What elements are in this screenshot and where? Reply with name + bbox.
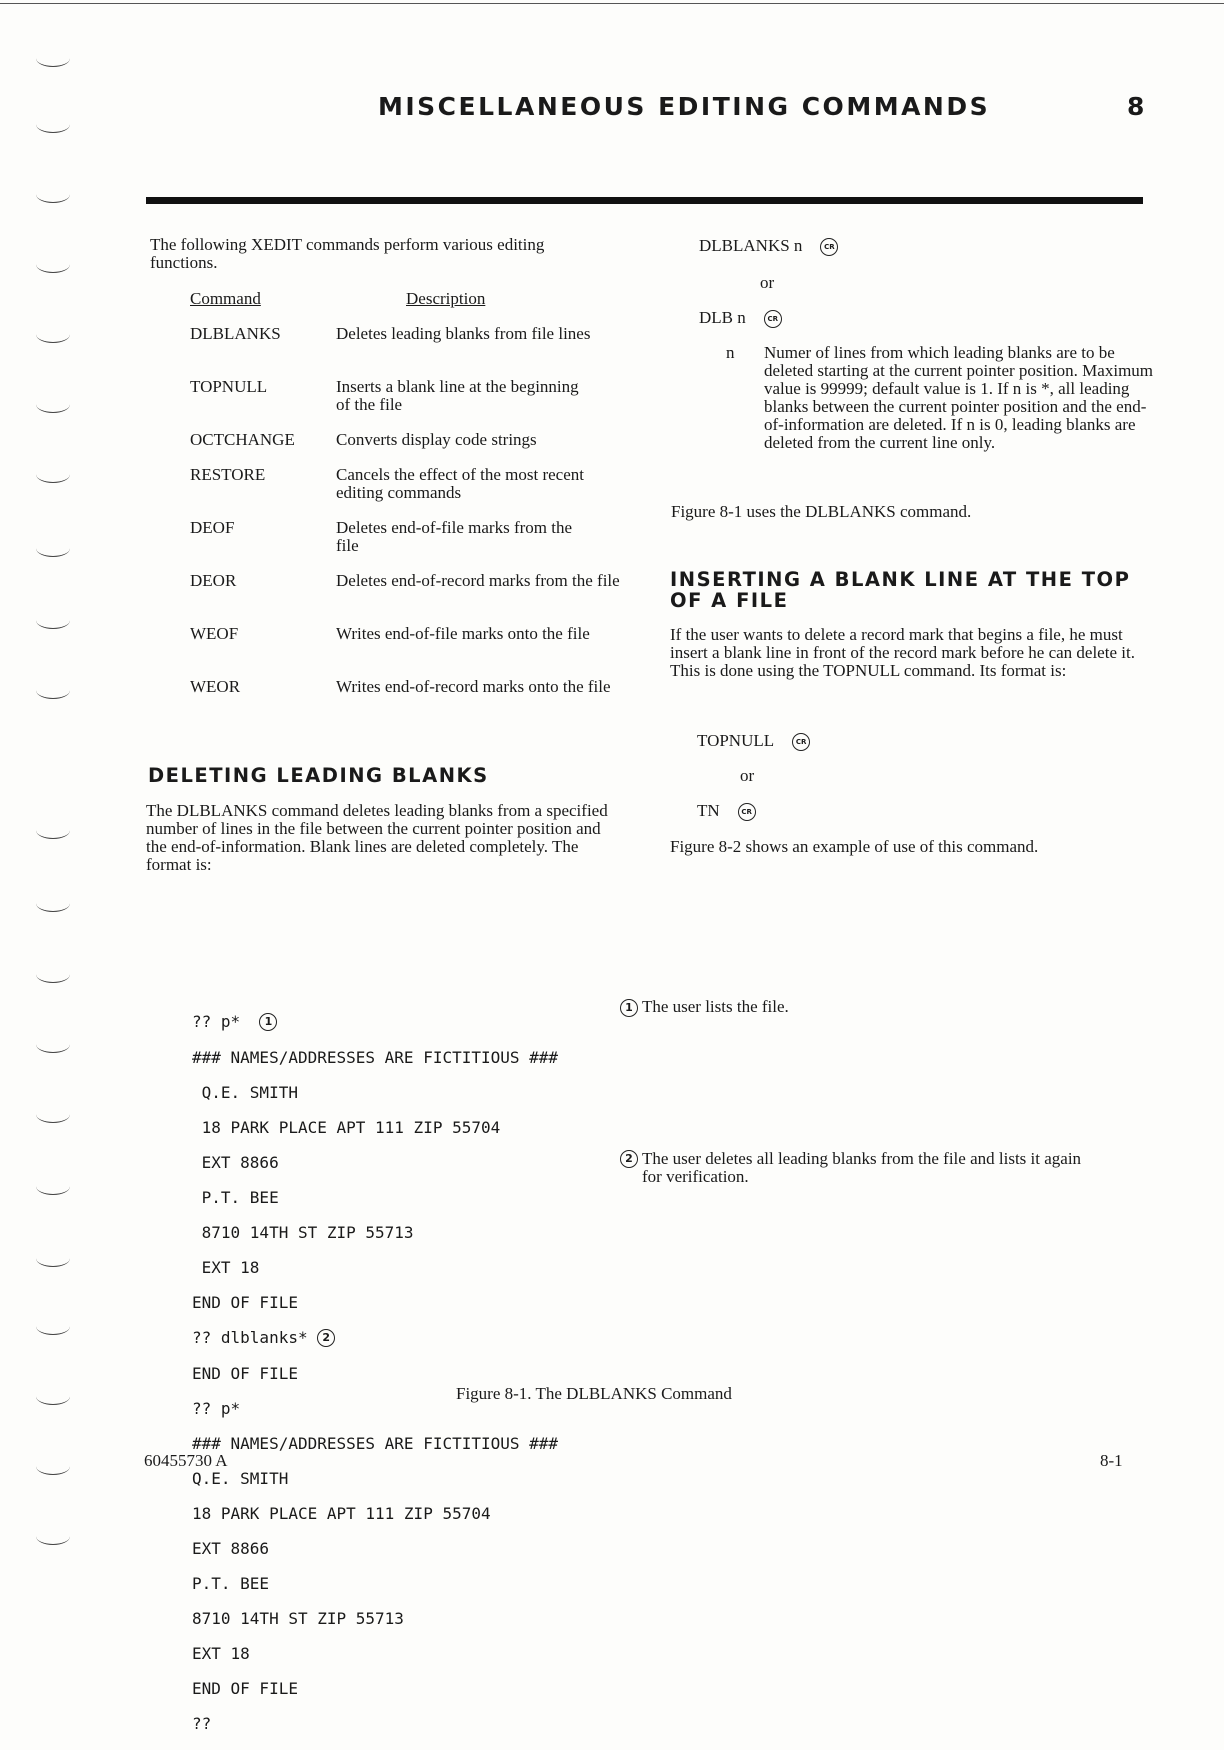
listing-line: END OF FILE xyxy=(192,1363,298,1383)
figure-reference-2: Figure 8-2 shows an example of use of this command. xyxy=(670,837,1039,856)
punch-hole xyxy=(36,1528,70,1545)
table-cell-command: WEOF xyxy=(190,624,239,643)
note-text: The user lists the file. xyxy=(641,997,789,1016)
listing-line: P.T. BEE xyxy=(192,1573,270,1593)
table-cell-command: DEOR xyxy=(190,571,237,590)
section-body-deleting-blanks: The DLBLANKS command deletes leading blanks from a specified number of lines in the file between the current pointer position and the end-of-information. Blank lines are deleted completely. The format is: xyxy=(146,801,608,874)
format-line-dlb xyxy=(699,309,782,328)
listing-line: ### NAMES/ADDRESSES ARE FICTITIOUS ### xyxy=(192,1433,559,1453)
punch-hole xyxy=(36,116,70,133)
punch-hole xyxy=(36,822,70,839)
table-cell-description: Cancels the effect of the most recent editing commands xyxy=(336,465,584,502)
param-description: Numer of lines from which leading blanks are to be deleted starting at the current pointer position. Maximum value is 99999; default value is 1. If n is *, all leading blanks between the current pointer position and the end-of-information are deleted. If n is 0, leading blanks are deleted from the current line only. xyxy=(764,343,1154,452)
listing-line: 8710 14TH ST ZIP 55713 xyxy=(192,1608,404,1628)
intro-text: The following XEDIT commands perform various editing functions. xyxy=(150,235,545,272)
callout-note-2 xyxy=(620,1150,1090,1186)
listing-line: EXT 8866 xyxy=(192,1152,279,1172)
table-cell-command: WEOR xyxy=(190,677,241,696)
table-cell-description: Writes end-of-record marks onto the file xyxy=(336,677,611,696)
format-line-tn xyxy=(697,802,756,821)
table-cell-command: TOPNULL xyxy=(190,377,268,396)
carriage-return-icon: CR xyxy=(738,803,756,821)
listing-line: EXT 18 xyxy=(192,1257,260,1277)
table-cell-command: DLBLANKS xyxy=(190,324,281,343)
heading-line: INSERTING A BLANK LINE AT THE TOP xyxy=(670,568,1131,591)
punch-hole xyxy=(36,682,70,699)
punch-hole xyxy=(36,326,70,343)
document-number: 60455730 A xyxy=(144,1451,228,1470)
table-cell-description: Deletes end-of-file marks from the file xyxy=(336,518,573,555)
callout-marker-1: 1 xyxy=(620,999,638,1017)
punch-hole xyxy=(36,1458,70,1475)
punch-hole xyxy=(36,1106,70,1123)
punch-hole xyxy=(36,50,70,67)
page-title: MISCELLANEOUS EDITING COMMANDS xyxy=(378,92,991,121)
header-rule xyxy=(146,197,1143,204)
page-number: 8-1 xyxy=(1100,1451,1123,1470)
carriage-return-icon: CR xyxy=(764,310,782,328)
punch-hole xyxy=(36,966,70,983)
carriage-return-icon: CR xyxy=(820,238,838,256)
note-text: The user deletes all leading blanks from the file and lists it again for verification. xyxy=(642,1149,1082,1186)
section-heading-topnull xyxy=(670,569,1150,611)
heading-line: OF A FILE xyxy=(670,589,789,612)
listing-line: ?? xyxy=(192,1713,212,1733)
listing-line: END OF FILE xyxy=(192,1292,298,1312)
punch-hole xyxy=(36,1036,70,1053)
col-description-header: Description xyxy=(406,289,486,308)
table-cell-command: RESTORE xyxy=(190,465,266,484)
listing-line: ?? dlblanks* 2 xyxy=(192,1329,558,1348)
listing-line: END OF FILE xyxy=(192,1678,298,1698)
table-cell-description: Converts display code strings xyxy=(336,430,537,449)
punch-hole xyxy=(36,612,70,629)
callout-marker-2: 2 xyxy=(620,1150,638,1168)
figure-caption: Figure 8-1. The DLBLANKS Command xyxy=(456,1384,732,1403)
listing-line: ?? p* xyxy=(192,1398,241,1418)
format-command-text: DLB n xyxy=(699,308,746,327)
terminal-listing xyxy=(192,995,558,1750)
carriage-return-icon: CR xyxy=(792,733,810,751)
section-heading-deleting-blanks: DELETING LEADING BLANKS xyxy=(148,764,489,787)
listing-line: 18 PARK PLACE APT 111 ZIP 55704 xyxy=(192,1503,491,1523)
listing-line: Q.E. SMITH xyxy=(192,1468,289,1488)
punch-hole xyxy=(36,540,70,557)
table-cell-description: Deletes end-of-record marks from the file xyxy=(336,571,620,590)
punch-hole xyxy=(36,256,70,273)
listing-line: ### NAMES/ADDRESSES ARE FICTITIOUS ### xyxy=(192,1047,559,1067)
punch-hole xyxy=(36,466,70,483)
punch-hole xyxy=(36,1318,70,1335)
format-or-text: or xyxy=(760,273,775,292)
listing-line: 8710 14TH ST ZIP 55713 xyxy=(192,1222,414,1242)
listing-line: P.T. BEE xyxy=(192,1187,279,1207)
listing-line: ?? p* 1 xyxy=(192,1013,558,1032)
punch-hole xyxy=(36,895,70,912)
callout-note-1 xyxy=(620,998,789,1017)
punch-hole xyxy=(36,1178,70,1195)
format-command-text: DLBLANKS n xyxy=(699,236,803,255)
table-cell-description: Deletes leading blanks from file lines xyxy=(336,324,591,343)
format-command-text: TOPNULL xyxy=(697,731,775,750)
table-cell-command: OCTCHANGE xyxy=(190,430,295,449)
format-line-dlblanks xyxy=(699,237,838,256)
punch-hole xyxy=(36,1250,70,1267)
format-command-text: TN xyxy=(697,801,720,820)
top-edge-line xyxy=(0,3,1224,4)
chapter-number: 8 xyxy=(1127,92,1145,121)
callout-marker-1: 1 xyxy=(259,1013,277,1031)
punch-hole xyxy=(36,1388,70,1405)
format-line-topnull xyxy=(697,732,810,751)
callout-marker-2: 2 xyxy=(317,1329,335,1347)
listing-line: EXT 8866 xyxy=(192,1538,270,1558)
listing-line: Q.E. SMITH xyxy=(192,1082,298,1102)
format-or-text: or xyxy=(740,766,755,785)
listing-line: 18 PARK PLACE APT 111 ZIP 55704 xyxy=(192,1117,501,1137)
table-cell-description: Inserts a blank line at the beginning of the file xyxy=(336,377,579,414)
punch-hole xyxy=(36,396,70,413)
listing-line: EXT 18 xyxy=(192,1643,250,1663)
punch-hole xyxy=(36,186,70,203)
table-cell-command: DEOF xyxy=(190,518,235,537)
section-body-topnull: If the user wants to delete a record mark that begins a file, he must insert a blank line in front of the record mark before he can delete it. This is done using the TOPNULL command. Its format is: xyxy=(670,625,1135,680)
figure-reference-1: Figure 8-1 uses the DLBLANKS command. xyxy=(671,502,972,521)
col-command-header: Command xyxy=(190,289,261,308)
param-name: n xyxy=(726,343,735,362)
table-cell-description: Writes end-of-file marks onto the file xyxy=(336,624,590,643)
